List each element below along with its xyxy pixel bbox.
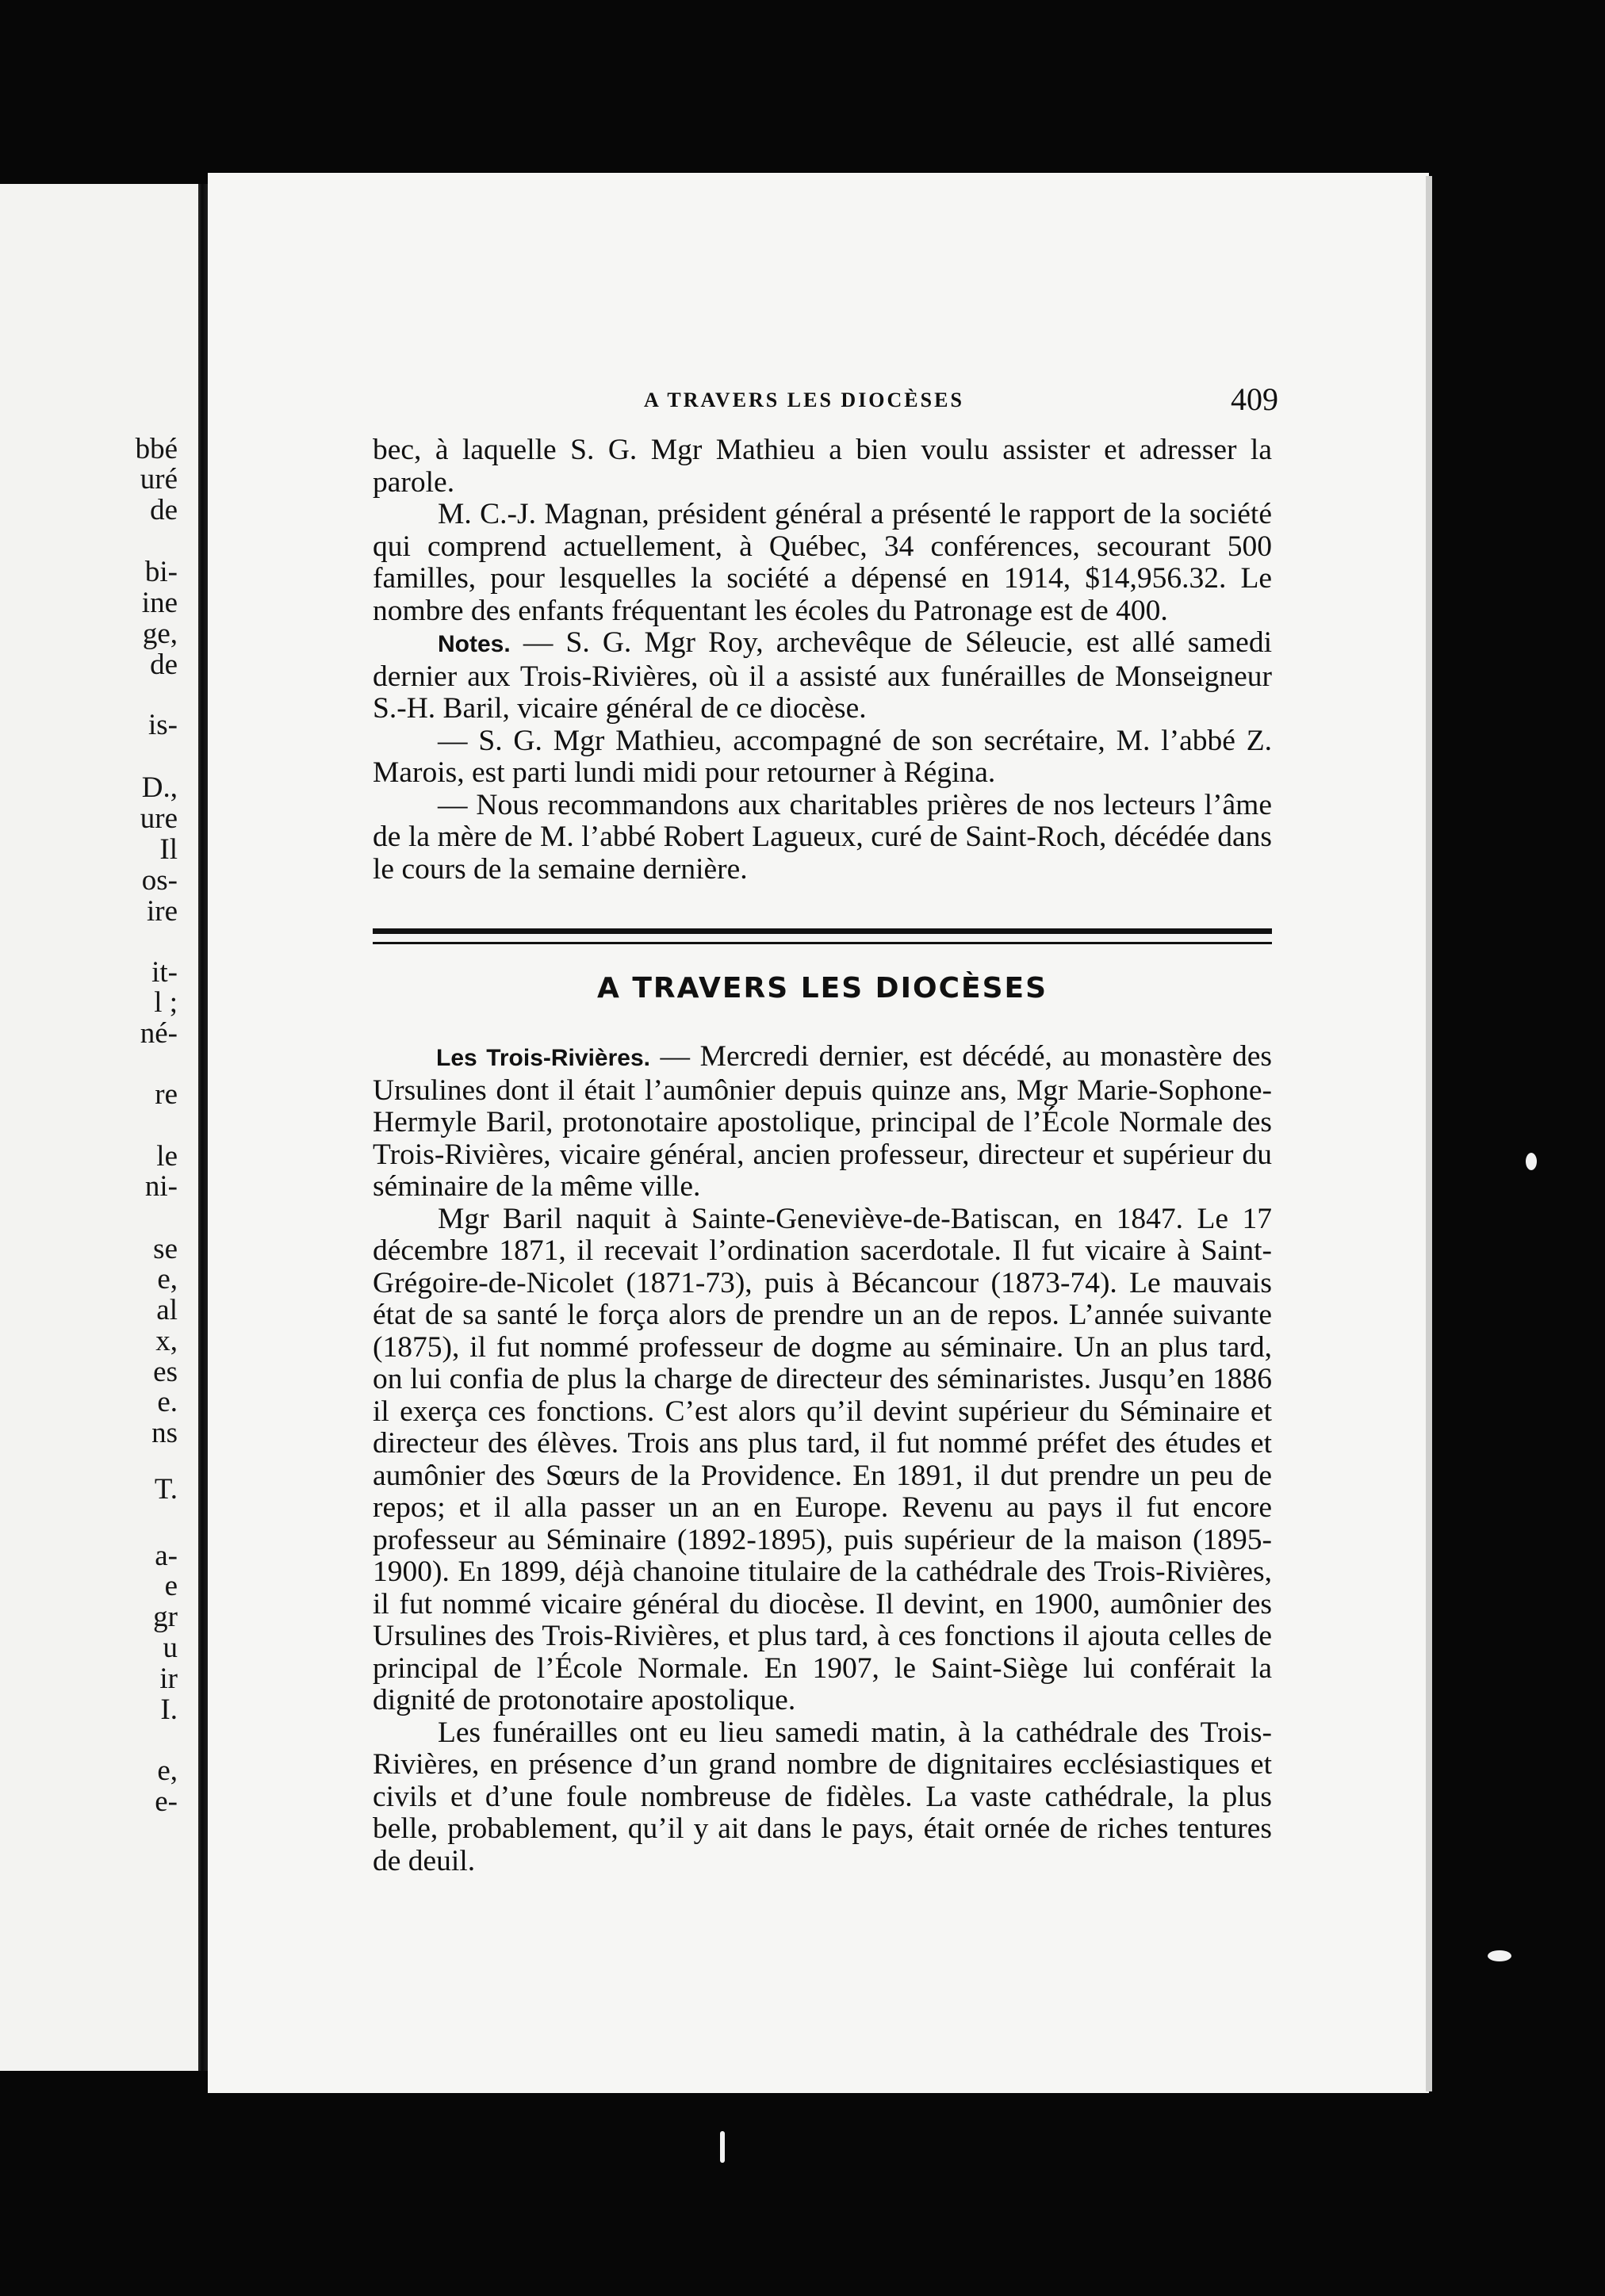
paragraph <box>373 1203 1272 1717</box>
left-page-text-fragment: al <box>156 1294 178 1326</box>
paragraph <box>373 434 1272 499</box>
left-page-text-fragment: e- <box>155 1785 178 1818</box>
paragraph-text: M. C.-J. Magnan, président général a présenté le rapport de la société qui comprend actuellement, à Québec, 34 conférences, secourant 500 familles, pour lesquelles la société a dépensé en 1914, $14,956.32. Le nombre des enfants fréquentant les écoles du Patronage est de 400. <box>373 498 1272 627</box>
paragraph-text: — S. G. Mgr Mathieu, accompagné de son secrétaire, M. l’abbé Z. Marois, est parti lundi midi pour retourner à Régina. <box>373 724 1272 789</box>
left-page-text-fragment: ni- <box>144 1170 178 1203</box>
paragraph <box>373 790 1272 886</box>
left-page-text-fragment: de <box>150 649 178 681</box>
left-page-text-fragment: l ; <box>154 986 178 1019</box>
left-page-text-fragment: x, <box>155 1325 178 1357</box>
scan-speck <box>1526 1153 1537 1170</box>
paragraph <box>373 1717 1272 1878</box>
left-page-text-fragment: it- <box>151 956 178 989</box>
left-page-text-fragment: ure <box>140 802 178 835</box>
left-page-text-fragment: gr <box>153 1601 178 1633</box>
left-page-text-fragment: le <box>156 1140 178 1173</box>
left-page-text-fragment: e, <box>157 1755 178 1787</box>
paragraph-text: Mgr Baril naquit à Sainte-Geneviève-de-Batiscan, en 1847. Le 17 décembre 1871, il recevait l’ordination sacerdotale. Il fut vicaire à Saint-Grégoire-de-Nicolet (1871-73), puis à Bécancour (1873-74). Le mauvais état de sa santé le força alors de prendre un an de repos. L’année suivante (1875), il fut nommé professeur de dogme au séminaire. Un an plus tard, on lui confia de plus la charge de directeur des séminaristes. Jusqu’en 1886 il exerça ces fonctions. C’est alors qu’il devint supérieur du Séminaire et directeur des élèves. Trois ans plus tard, il fut nommé préfet des études et aumônier des Sœurs de la Providence. En 1891, il dut prendre un peu de repos; et il alla passer un an en Europe. Revenu au pays il fut encore professeur au Séminaire (1892-1895), puis supérieur de la maison (1895-1900). En 1899, déjà chanoine titulaire de la cathédrale des Trois-Rivières, il fut nommé vicaire général du diocèse. Il devint, en 1900, aumônier des Ursulines des Trois-Rivières, et plus tard, à ces fonctions il ajouta celles de principal de l’École Normale. En 1907, le Saint-Siège lui conférait la dignité de protonotaire apostolique. <box>373 1202 1272 1716</box>
left-page-text-fragment: a- <box>155 1540 178 1572</box>
left-page-text-fragment: ge, <box>142 618 178 650</box>
left-page-text-fragment: bi- <box>144 556 178 588</box>
page-edge <box>1426 176 1432 2091</box>
left-page-text-fragment: ns <box>151 1417 178 1449</box>
running-head <box>435 381 1278 420</box>
left-page-text-fragment: uré <box>140 463 178 496</box>
paragraph-text: — Mercredi dernier, est décédé, au monastère des Ursulines dont il était l’aumônier depuis quinze ans, Mgr Marie-Sophone-Hermyle Baril, protonotaire apostolique, principal de l’École Normale des Trois-Rivières, vicaire général, ancien professeur, directeur et supérieur du séminaire de la même ville. <box>373 1040 1272 1203</box>
running-title: A TRAVERS LES DIOCÈSES <box>644 388 964 411</box>
paragraph <box>373 725 1272 790</box>
left-page-text-fragment: se <box>153 1233 178 1265</box>
left-page-text-fragment: ir <box>159 1663 178 1695</box>
paragraph-lead: Les Trois-Rivières. <box>436 1045 650 1071</box>
left-page-text-fragment: de <box>150 494 178 526</box>
left-page-text-fragment: u <box>163 1632 178 1664</box>
section-divider <box>373 928 1272 944</box>
left-page-text-fragment: e. <box>157 1386 178 1418</box>
left-page-text-fragment: né- <box>140 1017 178 1050</box>
left-page-text-fragment: re <box>155 1078 178 1111</box>
paragraph-lead: Notes. <box>438 631 511 657</box>
paragraph-text: — Nous recommandons aux charitables prières de nos lecteurs l’âme de la mère de M. l’abbé Robert Lagueux, curé de Saint-Roch, décédée dans le cours de la semaine dernière. <box>373 788 1272 886</box>
paragraph-text: — S. G. Mgr Roy, archevêque de Séleucie, est allé samedi dernier aux Trois-Rivières, où il a assisté aux funérailles de Monseigneur S.-H. Baril, vicaire général de ce diocèse. <box>373 626 1272 725</box>
scan-speck <box>1488 1950 1511 1961</box>
paragraph-text: Les funérailles ont eu lieu samedi matin, à la cathédrale des Trois-Rivières, en présence d’un grand nombre de dignitaires ecclésiastiques et civils et d’une foule nombreuse de fidèles. La vaste cathédrale, la plus belle, probablement, qu’il y ait dans le pays, était ornée de riches tentures de deuil. <box>373 1716 1272 1877</box>
paragraph-text: bec, à laquelle S. G. Mgr Mathieu a bien voulu assister et adresser la parole. <box>373 434 1272 499</box>
left-page-text-fragment: bbé <box>135 433 178 465</box>
previous-section-text <box>373 434 1272 886</box>
section-text <box>373 1041 1272 1877</box>
paragraph <box>373 499 1272 627</box>
left-page-text-fragment: D., <box>141 771 178 804</box>
left-page-text-fragment: is- <box>148 709 178 741</box>
left-page-text-fragment: T. <box>154 1473 178 1506</box>
left-page-fragment <box>0 184 198 2071</box>
left-page-text-fragment: es <box>153 1356 178 1388</box>
section-heading: A TRAVERS LES DIOCÈSES <box>596 972 1048 1004</box>
left-page-text-fragment: Il <box>159 833 178 866</box>
scan-speck <box>720 2131 725 2163</box>
paragraph <box>373 1041 1272 1203</box>
page-number: 409 <box>1231 381 1278 417</box>
book-spine <box>198 184 208 2071</box>
left-page-text-fragment: I. <box>160 1693 178 1726</box>
left-page-text-fragment: e, <box>157 1263 178 1295</box>
left-page-text-fragment: ine <box>141 587 178 619</box>
left-page-text-fragment: os- <box>141 864 178 897</box>
paragraph <box>373 627 1272 725</box>
left-page-text-fragment: e <box>164 1570 178 1602</box>
left-page-text-fragment: ire <box>146 895 178 928</box>
